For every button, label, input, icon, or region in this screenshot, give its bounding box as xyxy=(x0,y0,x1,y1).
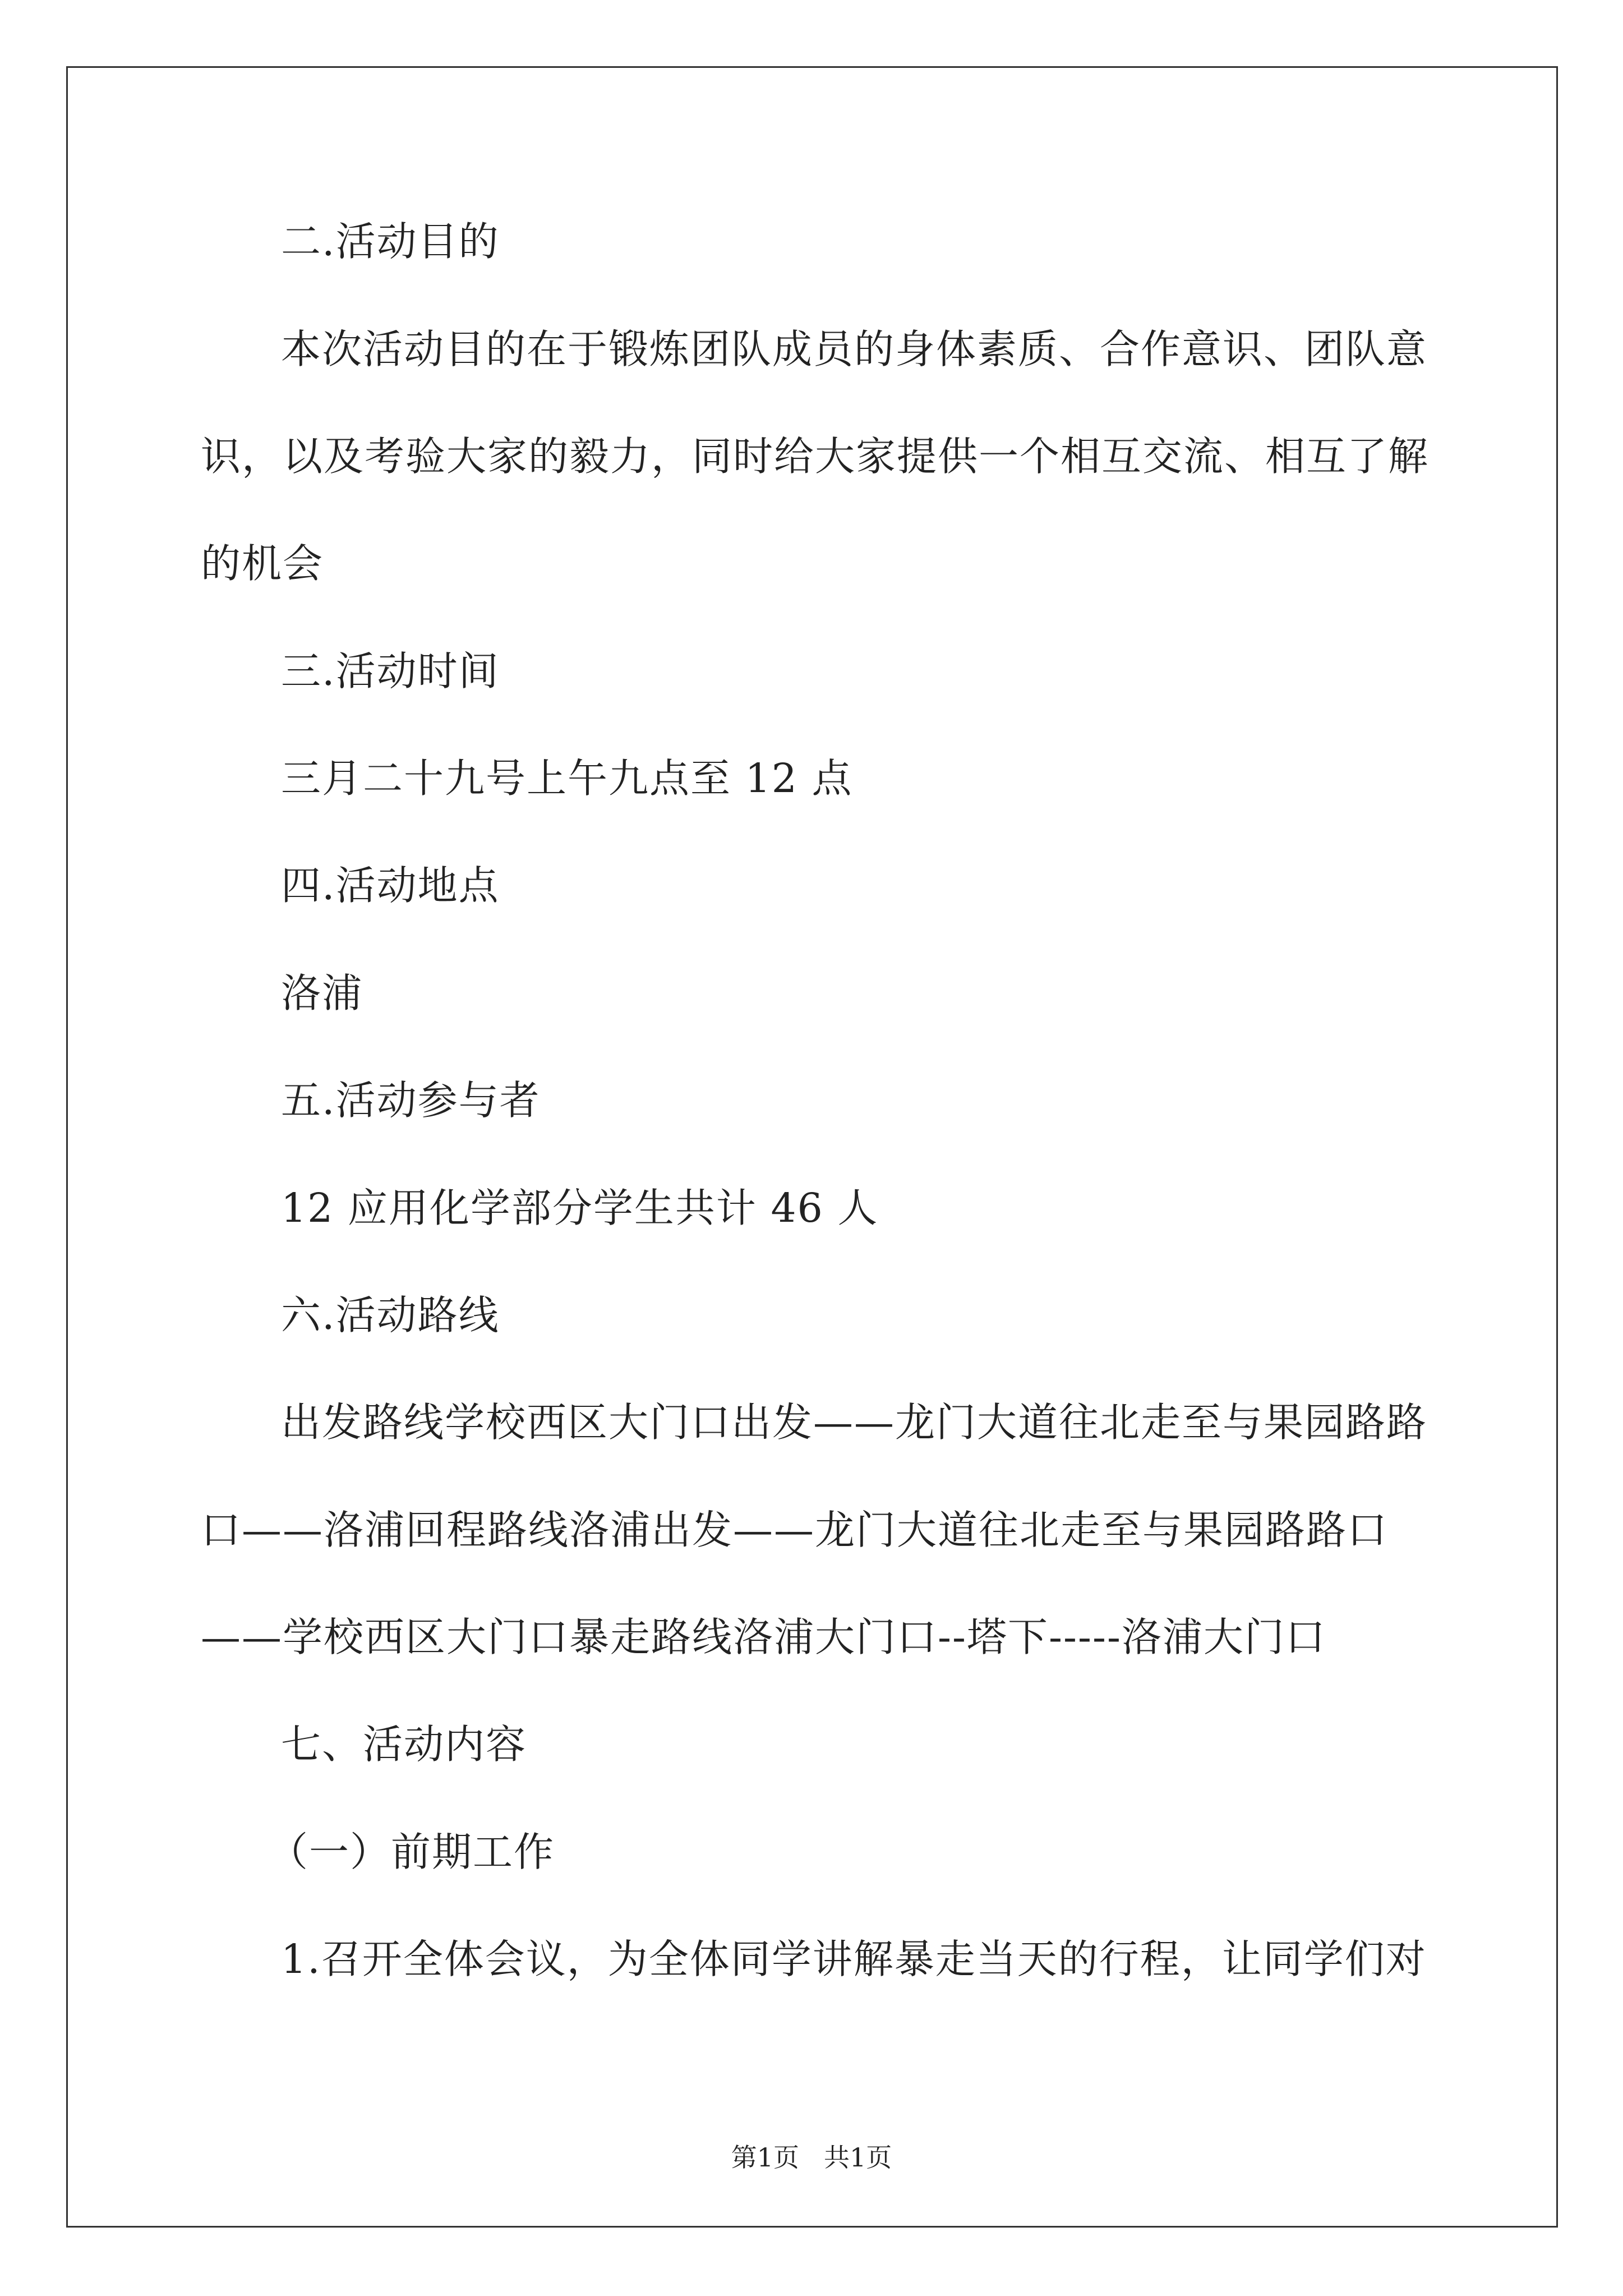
heading-purpose: 二.活动目的 xyxy=(281,218,500,265)
page-total: 共1页 xyxy=(824,2142,892,2173)
page-footer xyxy=(0,2141,1623,2174)
paragraph-line: 的机会 xyxy=(201,540,324,587)
heading-location: 四.活动地点 xyxy=(281,862,500,909)
paragraph-line: 本次活动目的在于锻炼团队成员的身体素质、合作意识、团队意 xyxy=(281,326,1428,372)
paragraph-line: 洛浦 xyxy=(281,970,363,1016)
heading-content: 七、活动内容 xyxy=(281,1721,527,1768)
paragraph-line: 出发路线学校西区大门口出发——龙门大道往北走至与果园路路 xyxy=(281,1399,1428,1446)
page-border xyxy=(66,66,1558,2228)
subheading-prework: （一）前期工作 xyxy=(268,1829,555,1875)
heading-participants: 五.活动参与者 xyxy=(281,1077,541,1124)
heading-route: 六.活动路线 xyxy=(281,1292,500,1338)
paragraph-line: 识，以及考验大家的毅力，同时给大家提供一个相互交流、相互了解 xyxy=(201,433,1430,480)
paragraph-line: 口——洛浦回程路线洛浦出发——龙门大道往北走至与果园路路口 xyxy=(201,1507,1389,1553)
paragraph-line: ——学校西区大门口暴走路线洛浦大门口--塔下-----洛浦大门口 xyxy=(201,1614,1326,1660)
paragraph-line: 1.召开全体会议，为全体同学讲解暴走当天的行程，让同学们对 xyxy=(281,1936,1427,1982)
paragraph-line: 三月二十九号上午九点至 12 点 xyxy=(281,755,853,802)
page-number: 第1页 xyxy=(731,2142,799,2173)
paragraph-line: 12 应用化学部分学生共计 46 人 xyxy=(281,1185,879,1231)
heading-time: 三.活动时间 xyxy=(281,648,500,694)
